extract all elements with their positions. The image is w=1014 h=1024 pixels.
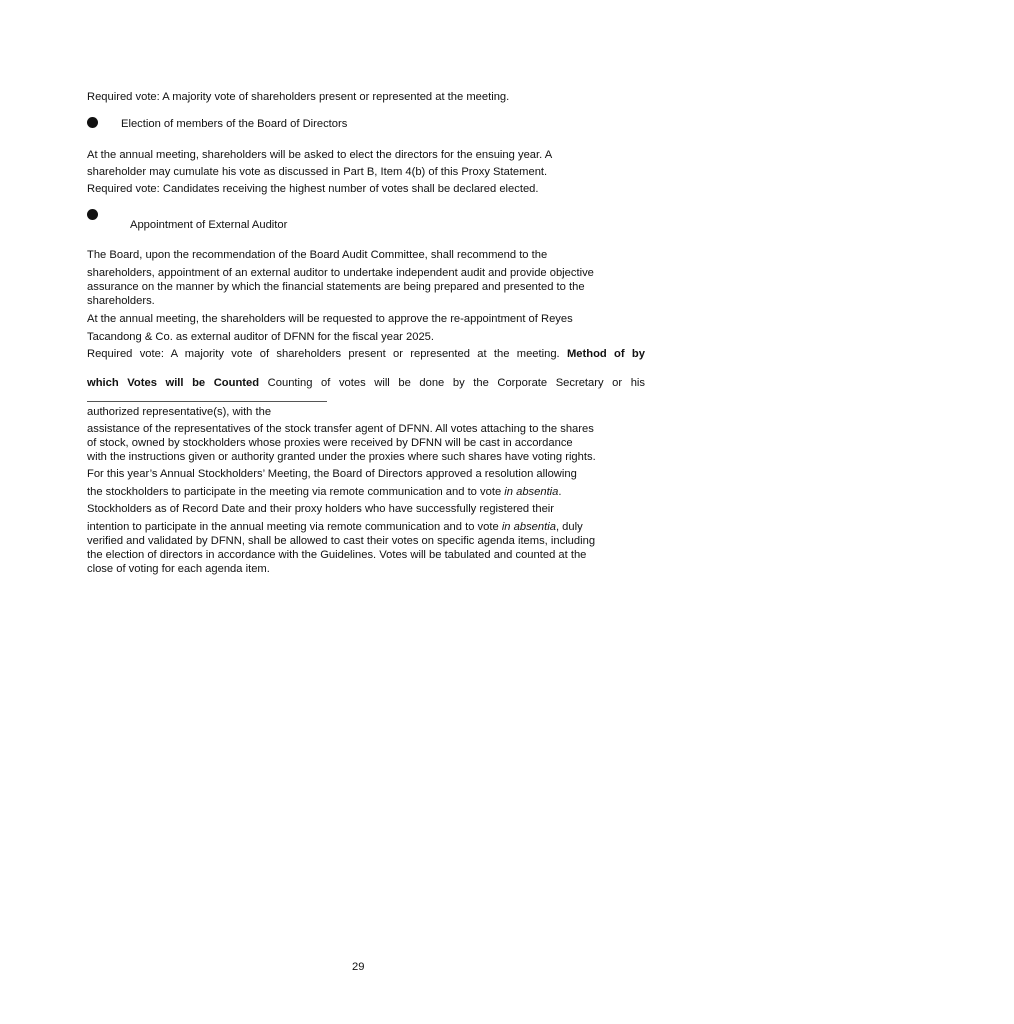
auditor-paragraph-line: shareholders.	[87, 295, 155, 307]
bullet-dot-icon	[87, 209, 98, 220]
method-text-punct: , duly	[555, 521, 583, 533]
method-heading-line	[87, 376, 645, 390]
election-paragraph-line: At the annual meeting, shareholders will be asked to elect the directors for the ensuing year. A	[87, 149, 553, 161]
election-required-vote: Required vote: Candidates receiving the highest number of votes shall be declared elected.	[87, 183, 539, 195]
auditor-paragraph-line: The Board, upon the recommendation of the Board Audit Committee, shall recommend to the	[87, 249, 548, 261]
required-vote-majority-2: Required vote: A majority vote of shareholders present or represented at the meeting.	[87, 348, 560, 360]
method-paragraph-line: of stock, owned by stockholders whose proxies were received by DFNN will be cast in accordance	[87, 437, 573, 449]
auditor-paragraph-line: shareholders, appointment of an external auditor to undertake independent audit and provide objective	[87, 267, 594, 279]
method-paragraph-line	[87, 485, 562, 499]
method-paragraph-line: verified and validated by DFNN, shall be allowed to cast their votes on specific agenda items, including	[87, 535, 596, 547]
auditor-paragraph-line: At the annual meeting, the shareholders will be requested to approve the re-appointment of Reyes	[87, 313, 573, 325]
method-text: intention to participate in the annual meeting via remote communication and to vote	[87, 521, 499, 533]
auditor-paragraph-line: Tacandong & Co. as external auditor of DFNN for the fiscal year 2025.	[87, 331, 434, 343]
method-paragraph-line: the election of directors in accordance with the Guidelines. Votes will be tabulated and counted at the	[87, 549, 587, 561]
in-absentia-italic: in absentia	[501, 521, 556, 533]
method-paragraph-line: with the instructions given or authority granted under the proxies where such shares have voting rights.	[87, 451, 596, 463]
horizontal-rule	[87, 401, 327, 402]
method-paragraph-line: Stockholders as of Record Date and their proxy holders who have successfully registered their	[87, 503, 555, 515]
method-paragraph-line: assistance of the representatives of the stock transfer agent of DFNN. All votes attaching to the shares	[87, 423, 594, 435]
method-paragraph-text: Counting of votes will be done by the Corporate Secretary or his	[267, 377, 645, 389]
required-vote-majority-1: Required vote: A majority vote of shareholders present or represented at the meeting.	[87, 91, 510, 103]
method-heading-part-2: which Votes will be Counted	[87, 377, 260, 389]
bullet-external-auditor: Appointment of External Auditor	[130, 219, 288, 231]
bullet-dot-icon	[87, 117, 98, 128]
method-text-punct: .	[558, 486, 562, 498]
election-paragraph-line: shareholder may cumulate his vote as discussed in Part B, Item 4(b) of this Proxy Statement.	[87, 166, 548, 178]
in-absentia-italic: in absentia	[504, 486, 559, 498]
auditor-paragraph-line: assurance on the manner by which the financial statements are being prepared and presented to the	[87, 281, 585, 293]
method-paragraph-line: For this year’s Annual Stockholders’ Meeting, the Board of Directors approved a resolution allowing	[87, 468, 577, 480]
method-paragraph-line	[87, 520, 583, 534]
method-text: the stockholders to participate in the meeting via remote communication and to vote	[87, 486, 502, 498]
page-number: 29	[352, 961, 365, 973]
required-vote-majority-2-line	[87, 347, 645, 361]
method-paragraph-line: authorized representative(s), with the	[87, 406, 272, 418]
method-heading-part-1: Method of by	[566, 348, 645, 360]
bullet-election-directors: Election of members of the Board of Directors	[121, 118, 348, 130]
method-paragraph-line: close of voting for each agenda item.	[87, 563, 270, 575]
